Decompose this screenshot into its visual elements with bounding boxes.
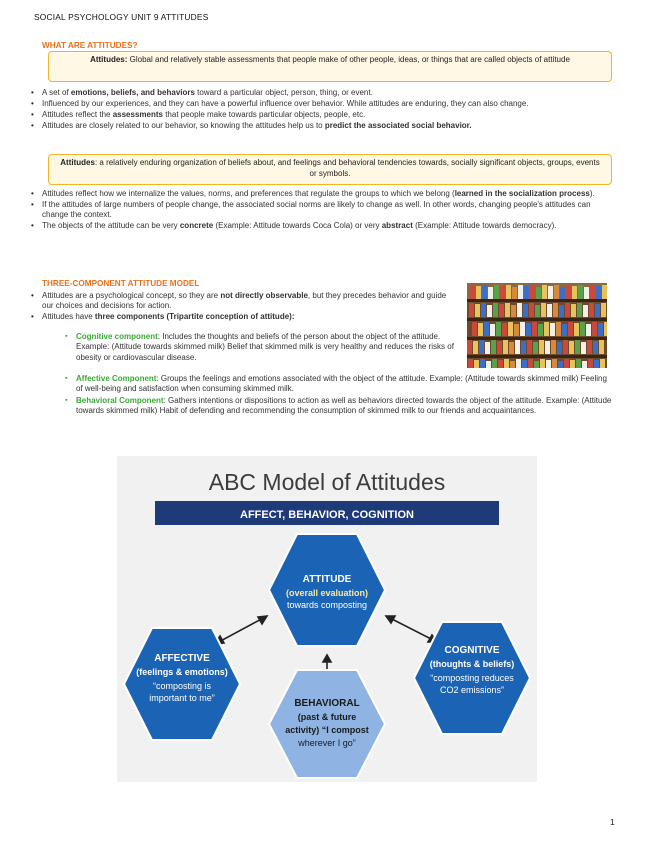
list-item: • Attitudes reflect the assessments that people make towards particular objects, people, etc. [30, 110, 615, 120]
cognitive-example-2: CO2 emissions” [439, 685, 505, 695]
component-list-1 [64, 332, 464, 364]
behavioral-example: wherever I go” [298, 738, 356, 748]
cognitive-label: COGNITIVE [444, 645, 500, 656]
section-title-what-are-attitudes: WHAT ARE ATTITUDES? [42, 41, 138, 50]
diagram-title: ABC Model of Attitudes [208, 469, 446, 495]
attitude-label: ATTITUDE [302, 574, 352, 585]
list-item-cognitive: ▪ Cognitive component: Includes the thoughts and beliefs of the person about the object of the attitude. Example: (Attitude towards skimmed milk) Belief that skimmed milk is very healthy and reduces the risks of obesity or cardiovascular disease. [64, 332, 464, 363]
affective-sublabel: (feelings & emotions) [136, 667, 228, 677]
definition-callout-2 [48, 154, 612, 185]
section-title-three-component: THREE-COMPONENT ATTITUDE MODEL [42, 279, 200, 288]
page-header: SOCIAL PSYCHOLOGY UNIT 9 ATTITUDES [34, 12, 209, 22]
cognitive-sublabel: (thoughts & beliefs) [429, 659, 515, 669]
abc-model-diagram [117, 456, 537, 782]
list-item: • Influenced by our experiences, and they can have a powerful influence over behavior. While attitudes are enduring, they can also change. [30, 99, 615, 109]
callout-term: Attitudes [60, 158, 95, 167]
list-item: • Attitudes are closely related to our behavior, so knowing the attitudes help us to predict the associated social behavior. [30, 121, 615, 131]
callout-text: : a relatively enduring organization of beliefs about, and feelings and behavioral tendencies towards, socially significant objects, groups, events or symbols. [94, 158, 600, 178]
page-number: 1 [610, 817, 615, 827]
definition-callout-1 [48, 51, 612, 82]
list-item: • Attitudes reflect how we internalize the values, norms, and preferences that regulate the groups to which we belong (learned in the socialization process). [30, 189, 615, 199]
attitude-sublabel: (overall evaluation) [285, 588, 369, 598]
behavioral-sublabel-2: activity) “I compost [285, 725, 369, 735]
affective-label: AFFECTIVE [154, 653, 210, 664]
list-item-affective: ▪ Affective Component: Groups the feelings and emotions associated with the object of the attitude. Example: (Attitude towards skimmed milk) Feeling of well-being and satisfaction when consuming skimmed milk. [64, 374, 614, 395]
behavioral-label: BEHAVIORAL [294, 698, 360, 709]
cognitive-example-1: “composting reduces [430, 673, 514, 683]
bullet-list-1 [30, 88, 615, 132]
callout-term: Attitudes: [90, 55, 128, 64]
list-item: • Attitudes are a psychological concept, so they are not directly observable, but they precedes behavior and guide our choices and decisions for action. [30, 291, 460, 312]
list-item: • Attitudes have three components (Tripartite conception of attitude): [30, 312, 460, 322]
behavioral-hexagon [269, 670, 385, 778]
grocery-shelves-image [467, 283, 607, 368]
bullet-list-3 [30, 291, 460, 323]
affective-example-2: important to me” [149, 693, 215, 703]
behavioral-sublabel-1: (past & future [297, 712, 357, 722]
diagram-banner-text: AFFECT, BEHAVIOR, COGNITION [240, 509, 414, 521]
callout-text: Global and relatively stable assessments that people make of other people, ideas, or things that are called objects of attitude [129, 55, 570, 64]
affective-example-1: “composting is [152, 681, 212, 691]
attitude-example: towards composting [286, 600, 368, 610]
list-item: • If the attitudes of large numbers of people change, the associated social norms are likely to change as well. In other words, changing people's attitudes can change the context. [30, 200, 615, 221]
list-item: • The objects of the attitude can be very concrete (Example: Attitude towards Coca Cola) or very abstract (Example: Attitude towards democracy). [30, 221, 615, 231]
list-item: • A set of emotions, beliefs, and behaviors toward a particular object, person, thing, or event. [30, 88, 615, 98]
list-item-behavioral: ▪ Behavioral Component: Gathers intentions or dispositions to action as well as behaviors directed towards the object of the attitude. Example: (Attitude towards skimmed milk) Habit of defending and recommending the consumption of skimmed milk to our friends and acquaintances. [64, 396, 614, 417]
component-list-2 [64, 374, 614, 418]
bullet-list-2 [30, 189, 615, 232]
